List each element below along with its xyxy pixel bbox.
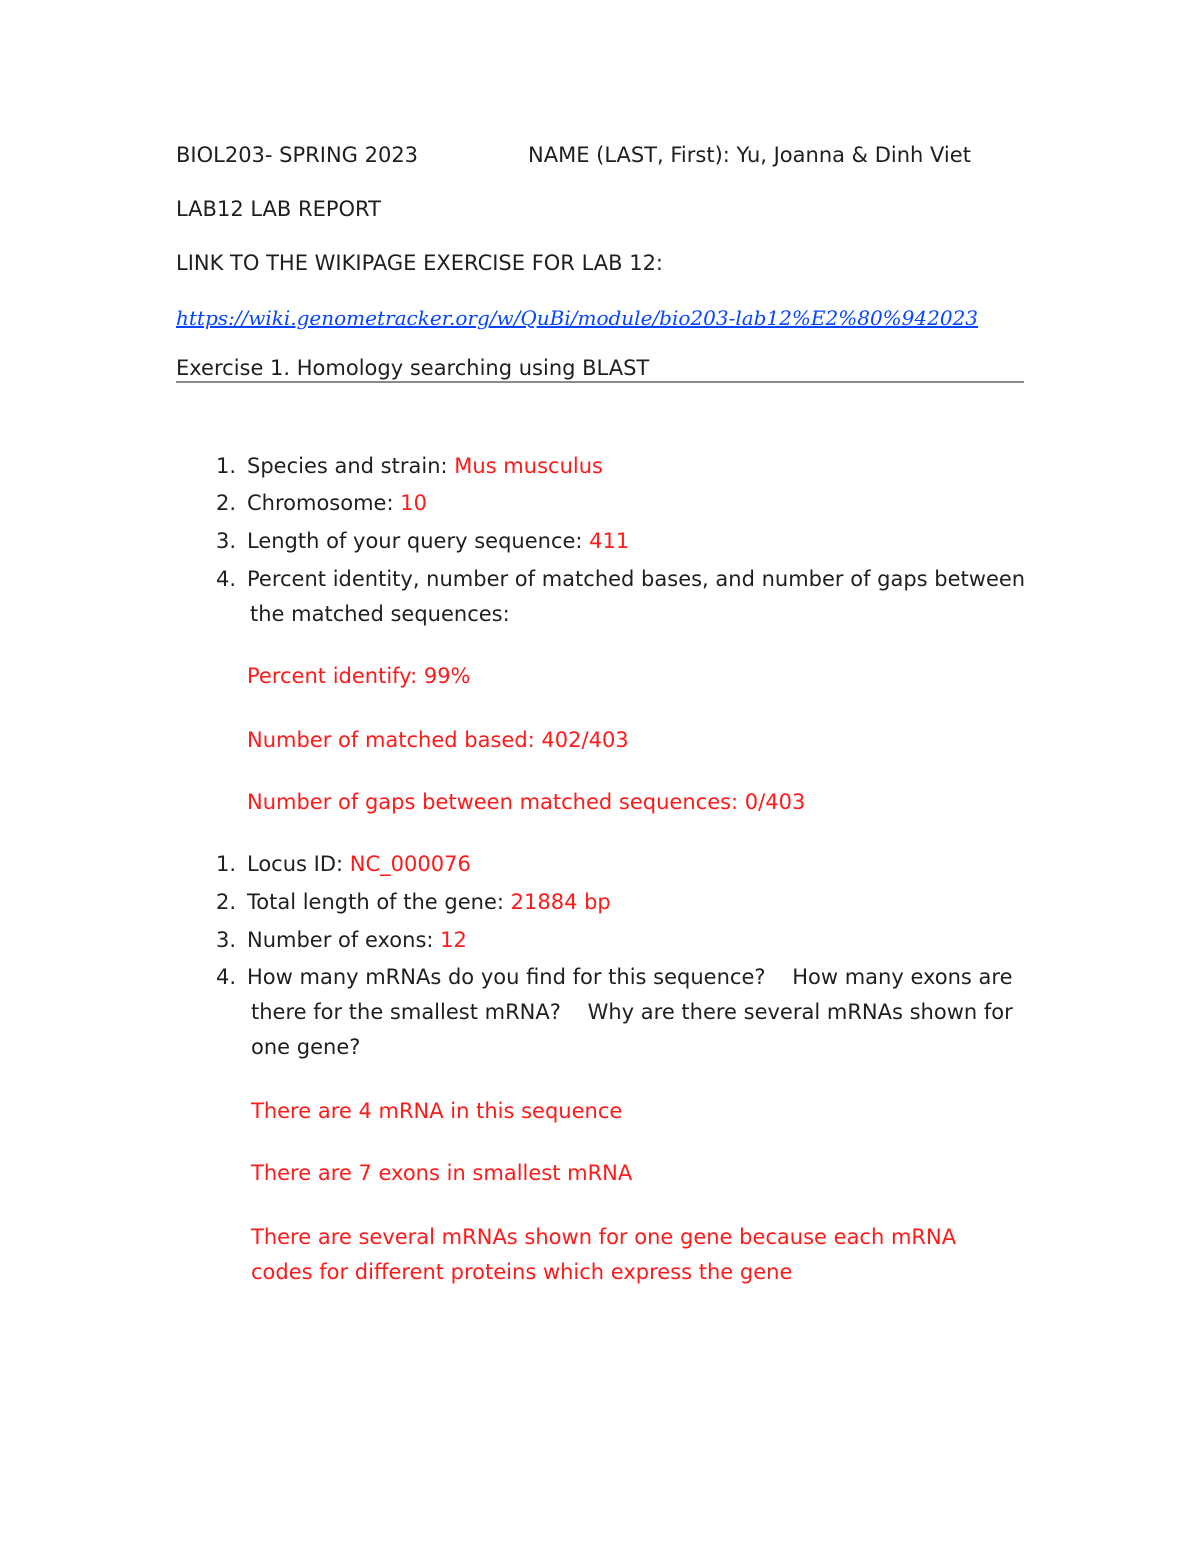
list2-item-4-line-3: one gene? xyxy=(251,1035,361,1059)
list2-item-2-number: 2. xyxy=(215,890,236,914)
exercise-title: Exercise 1. Homology searching using BLAST xyxy=(176,356,650,380)
item-answer: 21884 bp xyxy=(510,890,611,914)
list1-item-3 xyxy=(247,529,629,554)
answer-why-several-mrnas-line-2: codes for different proteins which express the gene xyxy=(251,1260,793,1284)
list2-item-4-number: 4. xyxy=(215,965,236,989)
answer-why-several-mrnas-line-1: There are several mRNAs shown for one gene because each mRNA xyxy=(251,1225,957,1249)
answer-matched-bases: Number of matched based: 402/403 xyxy=(247,728,629,752)
answer-gaps: Number of gaps between matched sequences: 0/403 xyxy=(247,790,806,814)
list1-item-4-number: 4. xyxy=(215,567,236,591)
list2-item-1 xyxy=(247,852,471,877)
list2-item-3 xyxy=(247,928,467,953)
name-value: Yu, Joanna & Dinh Viet xyxy=(736,143,971,167)
list1-item-2-number: 2. xyxy=(215,491,236,515)
list1-item-2 xyxy=(247,491,427,516)
item-label: Locus ID: xyxy=(247,852,350,876)
name-label: NAME (LAST, First): xyxy=(528,143,737,167)
wiki-link[interactable]: https://wiki.genometracker.org/w/QuBi/module/bio203-lab12%E2%80%942023 xyxy=(176,306,979,330)
list1-item-1 xyxy=(247,454,603,479)
answer-percent-identity: Percent identify: 99% xyxy=(247,664,471,688)
exercise-divider xyxy=(176,381,1024,383)
list2-item-4-line-1: How many mRNAs do you find for this sequence? How many exons are xyxy=(247,965,1013,989)
student-name-line xyxy=(528,143,971,168)
item-label: Chromosome: xyxy=(247,491,401,515)
list1-item-4-line-2: the matched sequences: xyxy=(250,602,510,626)
list2-item-2 xyxy=(247,890,611,915)
item-label: Length of your query sequence: xyxy=(247,529,590,553)
list1-item-1-number: 1. xyxy=(215,454,236,478)
list1-item-3-number: 3. xyxy=(215,529,236,553)
answer-mrna-count: There are 4 mRNA in this sequence xyxy=(251,1099,623,1123)
list1-item-4-line-1: Percent identity, number of matched bases, and number of gaps between xyxy=(247,567,1026,591)
list2-item-3-number: 3. xyxy=(215,928,236,952)
item-answer: 12 xyxy=(440,928,467,952)
course-title: BIOL203- SPRING 2023 xyxy=(176,143,419,167)
link-heading: LINK TO THE WIKIPAGE EXERCISE FOR LAB 12: xyxy=(176,251,663,275)
item-label: Number of exons: xyxy=(247,928,441,952)
item-answer: 10 xyxy=(400,491,427,515)
answer-smallest-mrna-exons: There are 7 exons in smallest mRNA xyxy=(251,1161,633,1185)
item-answer: Mus musculus xyxy=(454,454,603,478)
list2-item-1-number: 1. xyxy=(215,852,236,876)
item-label: Species and strain: xyxy=(247,454,455,478)
list2-item-4-line-2: there for the smallest mRNA? Why are there several mRNAs shown for xyxy=(251,1000,1013,1024)
item-answer: 411 xyxy=(589,529,630,553)
item-label: Total length of the gene: xyxy=(247,890,511,914)
item-answer: NC_000076 xyxy=(349,852,471,876)
report-title: LAB12 LAB REPORT xyxy=(176,197,381,221)
